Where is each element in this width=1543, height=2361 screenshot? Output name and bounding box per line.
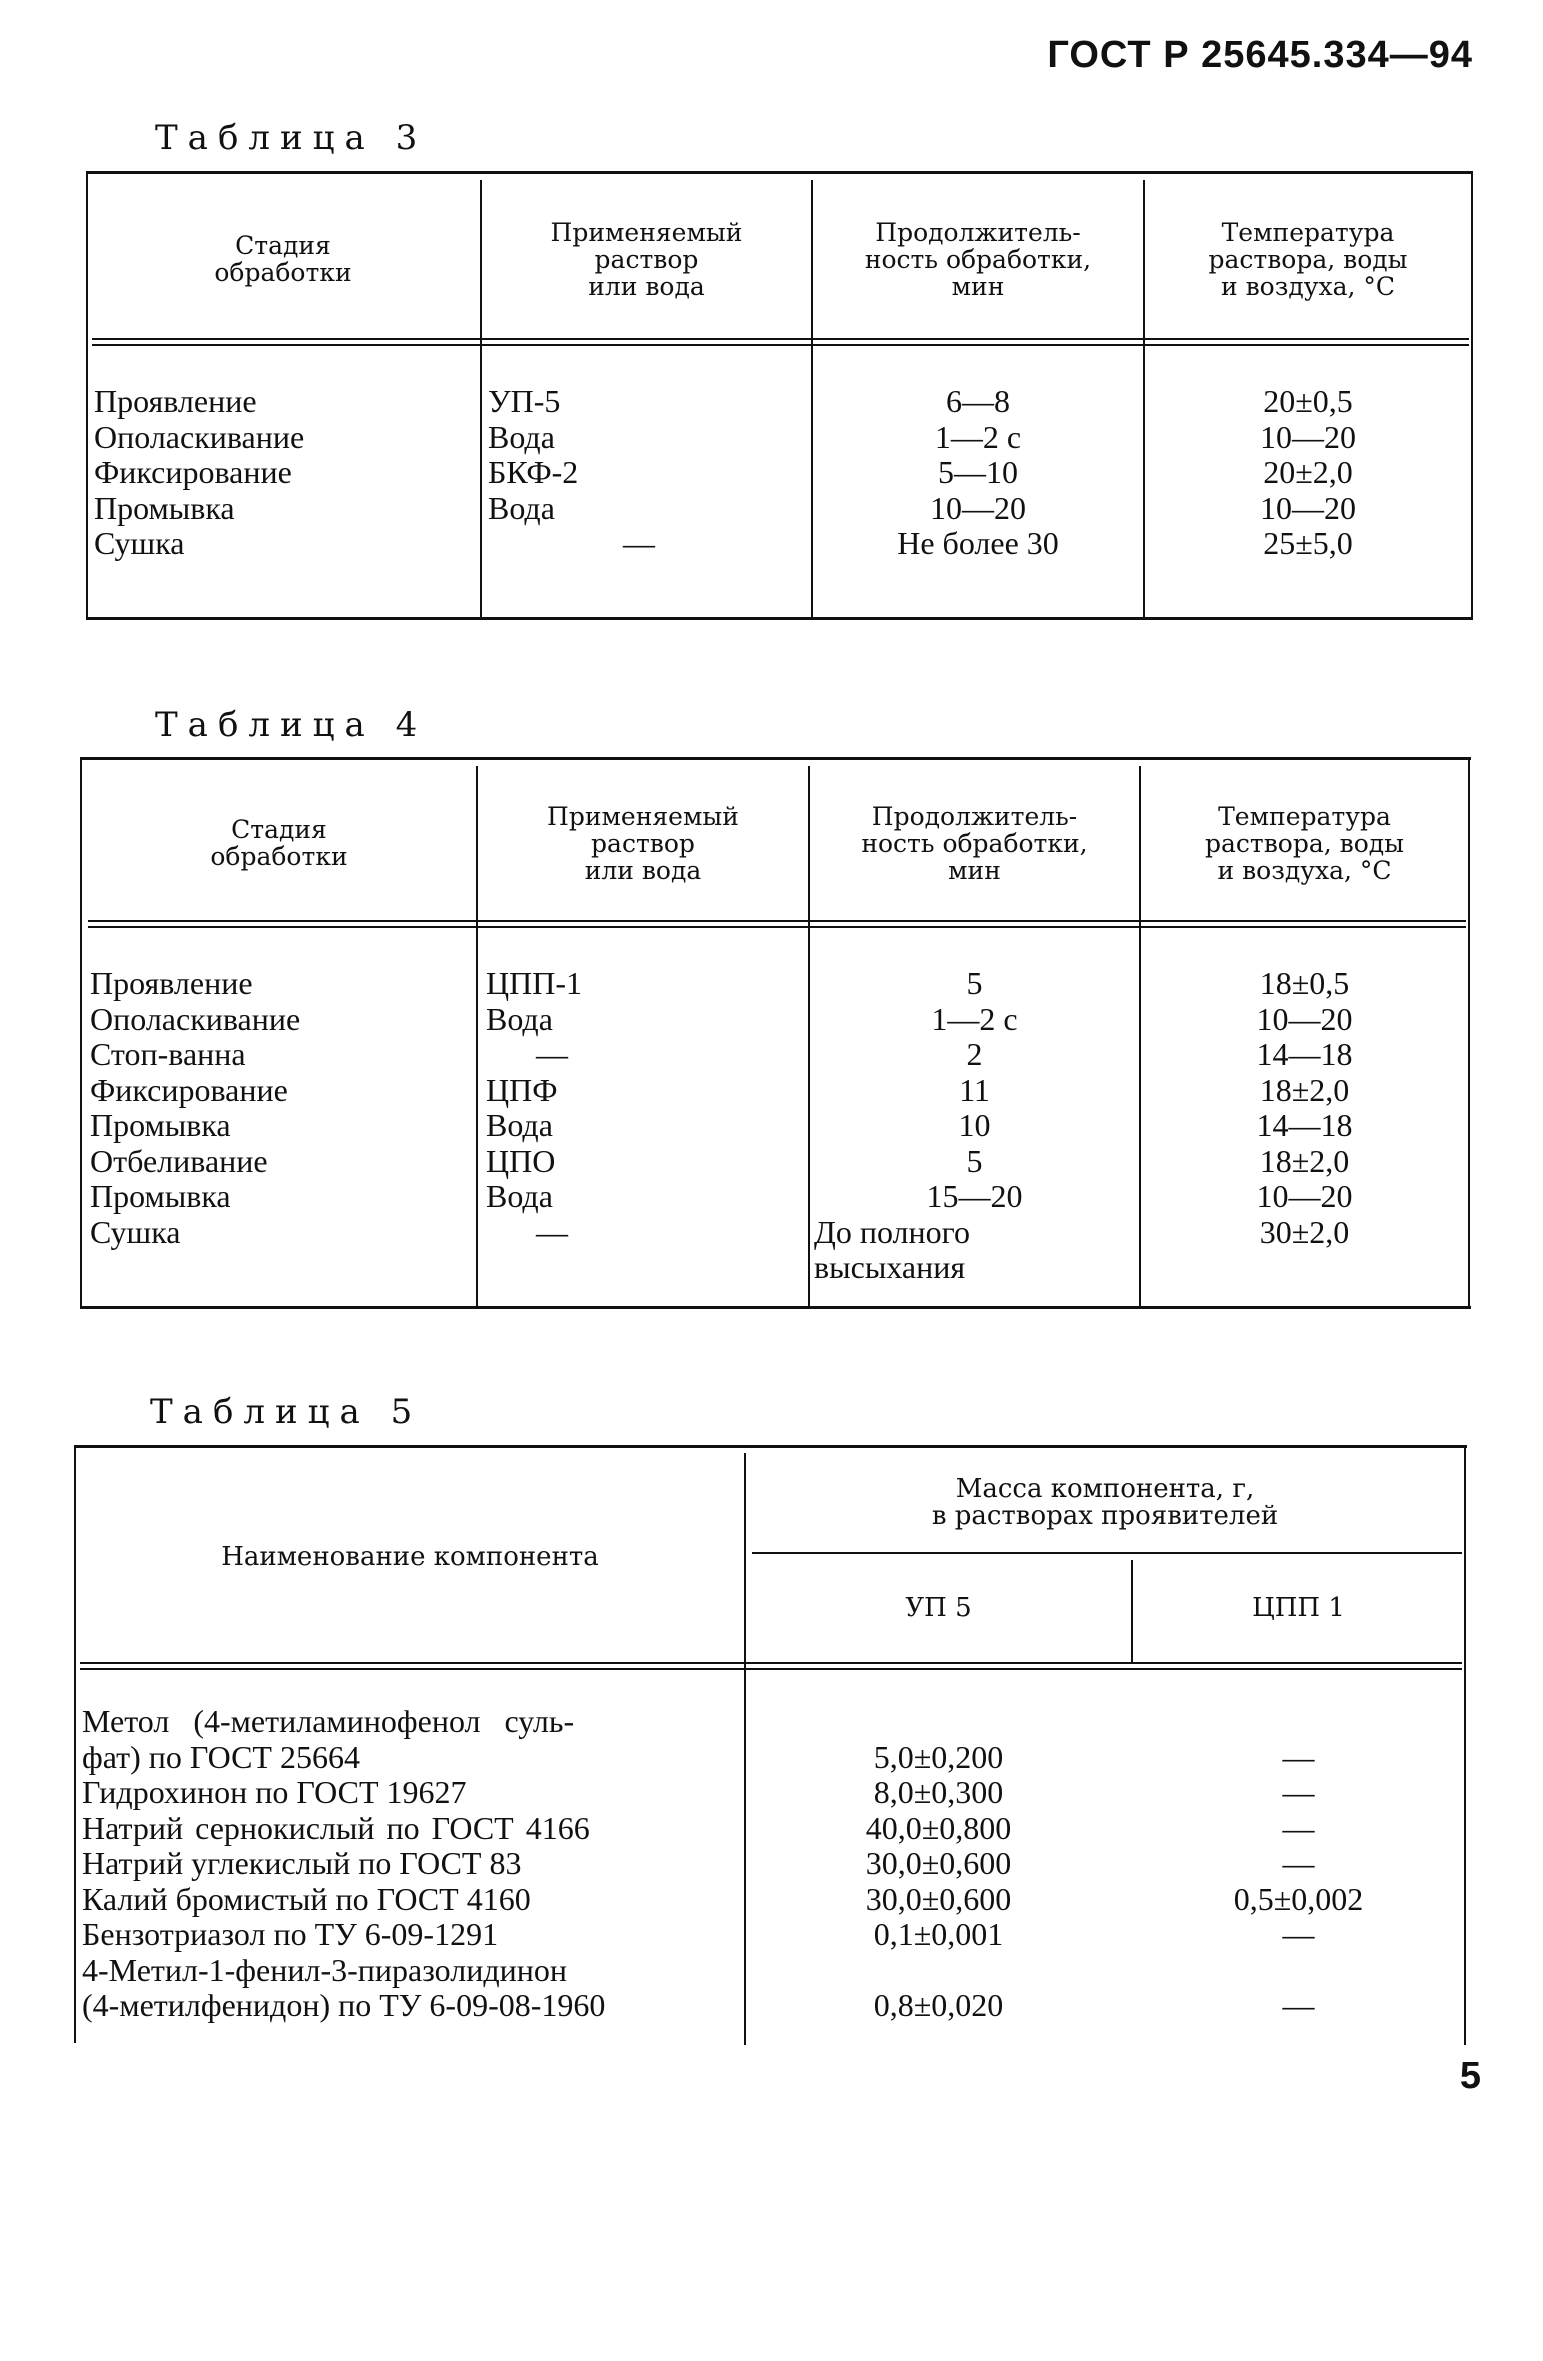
table-cell: — (1282, 1774, 1315, 1810)
table5-caption: Таблица 5 (150, 1392, 423, 1432)
table4-col-temperature (1141, 966, 1468, 1250)
table4-col-solution (486, 966, 802, 1250)
table-cell: 1—2 с (931, 1000, 1018, 1037)
table-cell: До полного высыхания (814, 1213, 970, 1285)
table-cell: — (1282, 1809, 1315, 1846)
table-cell (746, 1953, 1131, 1989)
table-cell: 10 (958, 1107, 991, 1143)
table-cell: 0,5±0,002 (1233, 1880, 1364, 1917)
table-cell: 10—20 (930, 489, 1026, 526)
table-cell: Вода (486, 1000, 553, 1037)
table-cell: — (536, 1213, 568, 1250)
table-cell: 25±5,0 (1263, 525, 1353, 561)
table3-header-solution: Применяемый раствор или вода (550, 217, 743, 301)
table-cell: 2 (966, 1036, 983, 1072)
table3-header-temperature: Температура раствора, воды и воздуха, °С (1208, 217, 1408, 301)
table-cell: Промывка (90, 1107, 231, 1143)
table-cell: Вода (488, 418, 555, 455)
table-cell: Проявление (90, 965, 253, 1001)
table-cell: ЦПО (486, 1142, 556, 1179)
table3-col-duration (813, 384, 1143, 562)
table-cell: 18±2,0 (1259, 1071, 1350, 1108)
table-cell: 10—20 (1260, 418, 1356, 455)
table-cell: 18±2,0 (1259, 1142, 1350, 1179)
table-cell: 20±2,0 (1263, 454, 1353, 490)
table-cell: — (536, 1036, 568, 1072)
table-cell: 15—20 (926, 1178, 1023, 1214)
table-cell (1133, 1704, 1464, 1740)
table-cell: 0,1±0,001 (873, 1916, 1004, 1952)
table-cell: Фиксирование (90, 1071, 288, 1108)
table-cell: 6—8 (946, 383, 1010, 419)
table-cell: Сушка (94, 525, 185, 561)
table-cell: 14—18 (1256, 1107, 1353, 1143)
table-cell: фат) по ГОСТ 25664 (82, 1738, 360, 1775)
table-cell: 1—2 с (934, 418, 1022, 455)
table-cell: Стоп-ванна (90, 1036, 246, 1072)
table-cell: 4-Метил-1-фенил-3-пиразолидинон (82, 1951, 567, 1988)
table-cell: — (623, 525, 655, 561)
table-cell: 5 (966, 1142, 983, 1179)
table-cell: 5,0±0,200 (873, 1738, 1004, 1775)
table3-col-solution (488, 384, 804, 562)
table-cell: 11 (959, 1071, 990, 1108)
table-cell: ЦПФ (486, 1071, 558, 1108)
table-cell: 10—20 (1260, 489, 1356, 526)
table-cell: 0,8±0,020 (873, 1987, 1004, 2023)
table-cell: Вода (486, 1178, 553, 1214)
table-cell: — (1282, 1738, 1315, 1775)
table-cell: Вода (486, 1107, 553, 1143)
table5-header-mass: Масса компонента, г, в растворах проявителей (931, 1473, 1279, 1531)
table-cell: Вода (488, 489, 555, 526)
table-cell: Промывка (90, 1178, 231, 1214)
table-cell: — (1282, 1916, 1315, 1952)
table-cell: УП-5 (488, 383, 561, 419)
table3-col-temperature (1145, 384, 1471, 562)
table-cell: Ополаскивание (90, 1000, 301, 1037)
table-cell: Ополаскивание (94, 418, 305, 455)
table-cell: Отбеливание (90, 1142, 268, 1179)
table4-header-stage: Стадия обработки (210, 815, 348, 871)
table-cell: 10—20 (1256, 1000, 1353, 1037)
table3-caption: Таблица 3 (155, 118, 428, 158)
page-number: 5 (1459, 2055, 1481, 2097)
table-cell: 30,0±0,600 (865, 1880, 1012, 1917)
table4-header-duration: Продолжитель- ность обработки, мин (861, 801, 1088, 885)
table-cell: Сушка (90, 1213, 181, 1250)
table-cell: Калий бромистый по ГОСТ 4160 (82, 1880, 531, 1917)
table-cell: — (1282, 1845, 1315, 1881)
table-cell: Проявление (94, 383, 257, 419)
table5-col-component (82, 1704, 728, 2024)
table-cell: 14—18 (1256, 1036, 1353, 1072)
table-cell (746, 1704, 1131, 1740)
table-cell: БКФ-2 (488, 454, 579, 490)
table-cell: 30,0±0,600 (865, 1845, 1012, 1881)
table4-col-duration (810, 966, 1139, 1286)
table5-col-cpp1 (1133, 1704, 1464, 2024)
table3-header-stage: Стадия обработки (214, 231, 352, 287)
table3-col-stage (94, 384, 474, 562)
table-cell: 5 (966, 965, 983, 1001)
table5-header-cpp1: ЦПП 1 (1252, 1592, 1345, 1623)
table-cell: 5—10 (938, 454, 1018, 490)
table4-caption: Таблица 4 (155, 705, 428, 745)
table-cell: 10—20 (1256, 1178, 1353, 1214)
table-cell: Фиксирование (94, 454, 292, 490)
table-cell: 18±0,5 (1259, 965, 1350, 1001)
table-cell: Бензотриазол по ТУ 6-09-1291 (82, 1916, 499, 1952)
table-cell: Промывка (94, 489, 235, 526)
table-cell: Не более 30 (897, 525, 1059, 561)
table4-header-temperature: Температура раствора, воды и воздуха, °С (1204, 801, 1405, 885)
table5-header-component: Наименование компонента (221, 1542, 599, 1572)
table5-header-up5: УП 5 (905, 1592, 972, 1623)
table3-header-duration: Продолжитель- ность обработки, мин (864, 217, 1092, 301)
table4-header-solution: Применяемый раствор или вода (547, 801, 739, 885)
table-cell: (4-метилфенидон) по ТУ 6-09-08-1960 (82, 1987, 606, 2023)
table4-col-stage (90, 966, 470, 1250)
table-cell: Гидрохинон по ГОСТ 19627 (82, 1774, 467, 1810)
table-cell: 40,0±0,800 (865, 1809, 1012, 1846)
table5-col-up5 (746, 1704, 1131, 2024)
table-cell: Натрий углекислый по ГОСТ 83 (82, 1845, 522, 1881)
table-cell: 8,0±0,300 (873, 1774, 1004, 1810)
table-cell: ЦПП-1 (486, 965, 582, 1001)
table-cell: Метол (4-метиламинофенол суль- (82, 1703, 575, 1739)
table-cell (1133, 1953, 1464, 1989)
table-cell: Натрий сернокислый по ГОСТ 4166 (82, 1809, 590, 1846)
page-header: ГОСТ Р 25645.334—94 (1047, 34, 1473, 76)
table-cell: 30±2,0 (1259, 1213, 1350, 1250)
table-cell: 20±0,5 (1263, 383, 1353, 419)
table-cell: — (1282, 1987, 1315, 2023)
